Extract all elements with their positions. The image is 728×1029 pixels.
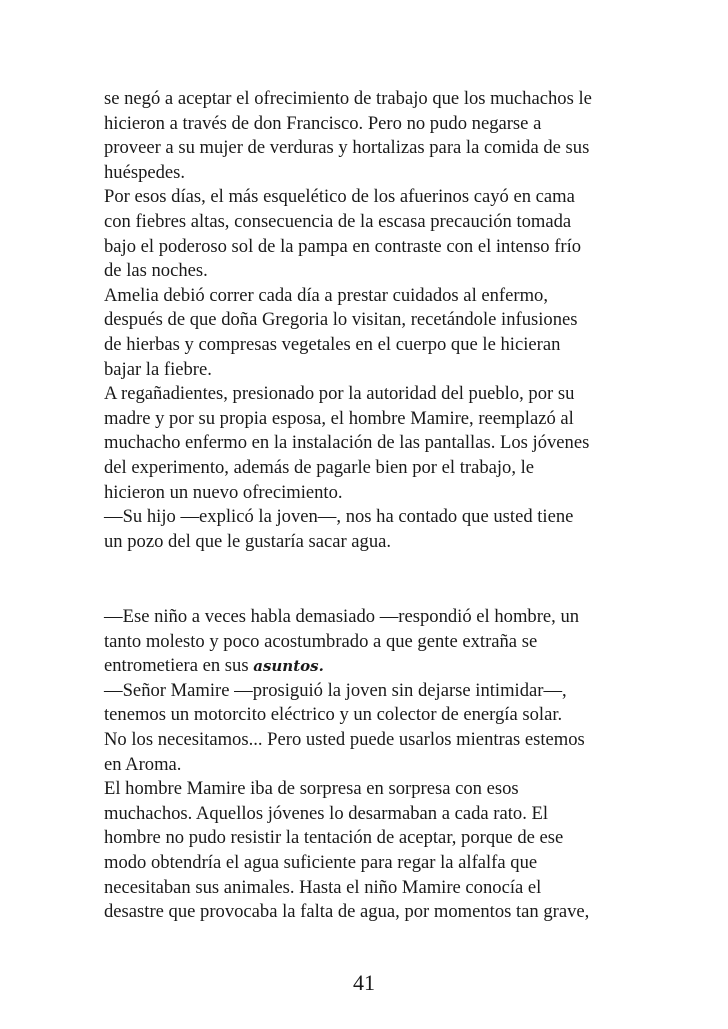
- text-line: bajar la fiebre.: [104, 358, 212, 380]
- text-line: tenemos un motorcito eléctrico y un colector de energía solar.: [104, 704, 563, 726]
- text-line: —Señor Mamire —prosiguió la joven sin dejarse intimidar—,: [104, 679, 567, 701]
- text-line: hicieron un nuevo ofrecimiento.: [104, 481, 343, 503]
- text-line: El hombre Mamire iba de sorpresa en sorpresa con esos: [104, 778, 519, 800]
- text-line: huéspedes.: [104, 161, 186, 183]
- text-block-upper: [104, 87, 644, 554]
- text-fragment: entrometiera en sus: [104, 655, 254, 677]
- text-line: [104, 654, 644, 679]
- text-line: se negó a aceptar el ofrecimiento de trabajo que los muchachos le: [104, 88, 592, 109]
- text-line: A regañadientes, presionado por la autoridad del pueblo, por su: [104, 383, 575, 405]
- text-line: con fiebres altas, consecuencia de la escasa precaución tomada: [104, 210, 572, 232]
- text-line: modo obtendría el agua suficiente para regar la alfalfa que: [104, 851, 538, 873]
- text-line: en Aroma.: [104, 753, 182, 775]
- text-line: proveer a su mujer de verduras y hortalizas para la comida de sus: [104, 137, 590, 159]
- text-line: No los necesitamos... Pero usted puede usarlos mientras estemos: [104, 728, 585, 750]
- text-line: madre y por su propia esposa, el hombre Mamire, reemplazó al: [104, 407, 574, 429]
- text-line: hicieron a través de don Francisco. Pero no pudo negarse a: [104, 112, 542, 134]
- text-line: bajo el poderoso sol de la pampa en contraste con el intenso frío: [104, 235, 582, 257]
- text-line: necesitaban sus animales. Hasta el niño Mamire conocía el: [104, 876, 542, 898]
- text-line: —Ese niño a veces habla demasiado —respondió el hombre, un: [104, 606, 580, 627]
- text-line: después de que doña Gregoria lo visitan, recetándole infusiones: [104, 309, 578, 331]
- text-line: muchacho enfermo en la instalación de las pantallas. Los jóvenes: [104, 432, 590, 454]
- text-line: del experimento, además de pagarle bien por el trabajo, le: [104, 456, 535, 478]
- text-line: un pozo del que le gustaría sacar agua.: [104, 530, 392, 552]
- text-line: de las noches.: [104, 260, 208, 282]
- text-line: tanto molesto y poco acostumbrado a que gente extraña se: [104, 630, 538, 652]
- emphasized-word: asuntos.: [253, 657, 324, 676]
- text-line: Por esos días, el más esquelético de los afuerinos cayó en cama: [104, 186, 575, 208]
- page-number: 41: [353, 970, 375, 995]
- text-block-lower: [104, 605, 644, 925]
- text-line: Amelia debió correr cada día a prestar cuidados al enfermo,: [104, 284, 548, 306]
- text-line: de hierbas y compresas vegetales en el cuerpo que le hicieran: [104, 333, 561, 355]
- text-line: hombre no pudo resistir la tentación de aceptar, porque de ese: [104, 827, 564, 849]
- text-line: desastre que provocaba la falta de agua, por momentos tan grave,: [104, 901, 590, 923]
- text-line: —Su hijo —explicó la joven—, nos ha contado que usted tiene: [104, 506, 574, 528]
- text-line: muchachos. Aquellos jóvenes lo desarmaban a cada rato. El: [104, 802, 549, 824]
